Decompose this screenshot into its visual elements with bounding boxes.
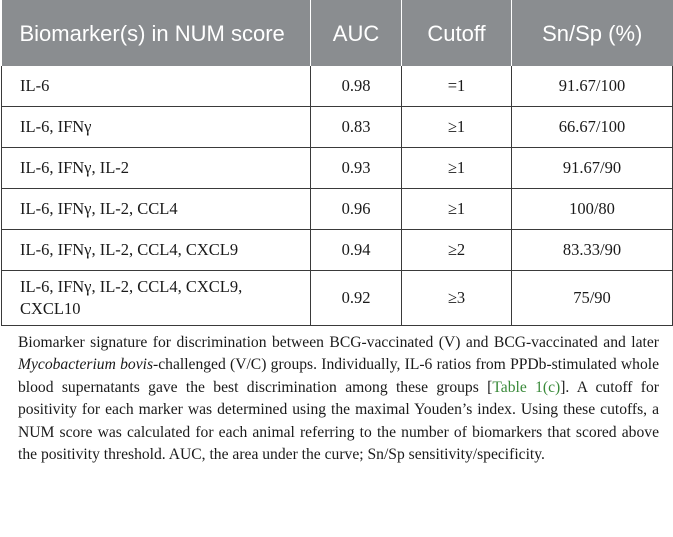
- cell-biomarkers: IL-6, IFNγ, IL-2, CCL4, CXCL9: [2, 230, 311, 271]
- cell-cutoff: =1: [402, 66, 512, 107]
- caption-text: Biomarker signature for discrimination between BCG-vaccinated (V) and BCG-vaccinated and later: [18, 334, 659, 351]
- cell-biomarkers: IL-6, IFNγ, IL-2, CCL4: [2, 189, 311, 230]
- table-row: [2, 271, 673, 326]
- cell-biomarkers: IL-6, IFNγ: [2, 107, 311, 148]
- cell-cutoff: ≥1: [402, 107, 512, 148]
- header-snsp: Sn/Sp (%): [512, 0, 673, 66]
- cell-biomarkers: IL-6: [2, 66, 311, 107]
- cell-snsp: 75/90: [512, 271, 673, 326]
- cell-biomarkers: IL-6, IFNγ, IL-2, CCL4, CXCL9, CXCL10: [2, 271, 311, 326]
- header-biomarkers: Biomarker(s) in NUM score: [2, 0, 311, 66]
- caption-species: Mycobacterium bovis: [18, 356, 154, 374]
- cell-snsp: 66.67/100: [512, 107, 673, 148]
- table-row: [2, 230, 673, 271]
- table-body: [2, 66, 673, 326]
- header-cutoff: Cutoff: [402, 0, 512, 66]
- table-row: [2, 189, 673, 230]
- cell-snsp: 100/80: [512, 189, 673, 230]
- cell-auc: 0.94: [311, 230, 402, 271]
- header-auc: AUC: [311, 0, 402, 66]
- table-ref-link[interactable]: Table 1(c): [492, 378, 561, 396]
- cell-snsp: 91.67/100: [512, 66, 673, 107]
- table-caption: [0, 326, 673, 466]
- table-row: [2, 66, 673, 107]
- table-row: [2, 148, 673, 189]
- cell-cutoff: ≥2: [402, 230, 512, 271]
- cell-snsp: 83.33/90: [512, 230, 673, 271]
- cell-auc: 0.98: [311, 66, 402, 107]
- table-header: [2, 0, 673, 66]
- cell-cutoff: ≥3: [402, 271, 512, 326]
- cell-auc: 0.83: [311, 107, 402, 148]
- cell-snsp: 91.67/90: [512, 148, 673, 189]
- caption-text: ]. A cutoff for positivity for each marker was determined using the maximal Youden’s index. Using these cutoffs, a NUM score was calculated for each animal referring to the number of biomarkers that scored above the positivity threshold. AUC, the area under the curve; Sn/Sp sensitivity/specificity.: [18, 378, 659, 464]
- caption-text: -challenged (V/C) groups. Individually, IL-6 ratios from PPDb-stimulated whole blood supernatants gave the best discrimination among these groups [: [18, 356, 659, 396]
- cell-auc: 0.92: [311, 271, 402, 326]
- cell-biomarkers: IL-6, IFNγ, IL-2: [2, 148, 311, 189]
- biomarker-table: [1, 0, 673, 326]
- table-row: [2, 107, 673, 148]
- cell-auc: 0.93: [311, 148, 402, 189]
- cell-cutoff: ≥1: [402, 189, 512, 230]
- cell-auc: 0.96: [311, 189, 402, 230]
- cell-cutoff: ≥1: [402, 148, 512, 189]
